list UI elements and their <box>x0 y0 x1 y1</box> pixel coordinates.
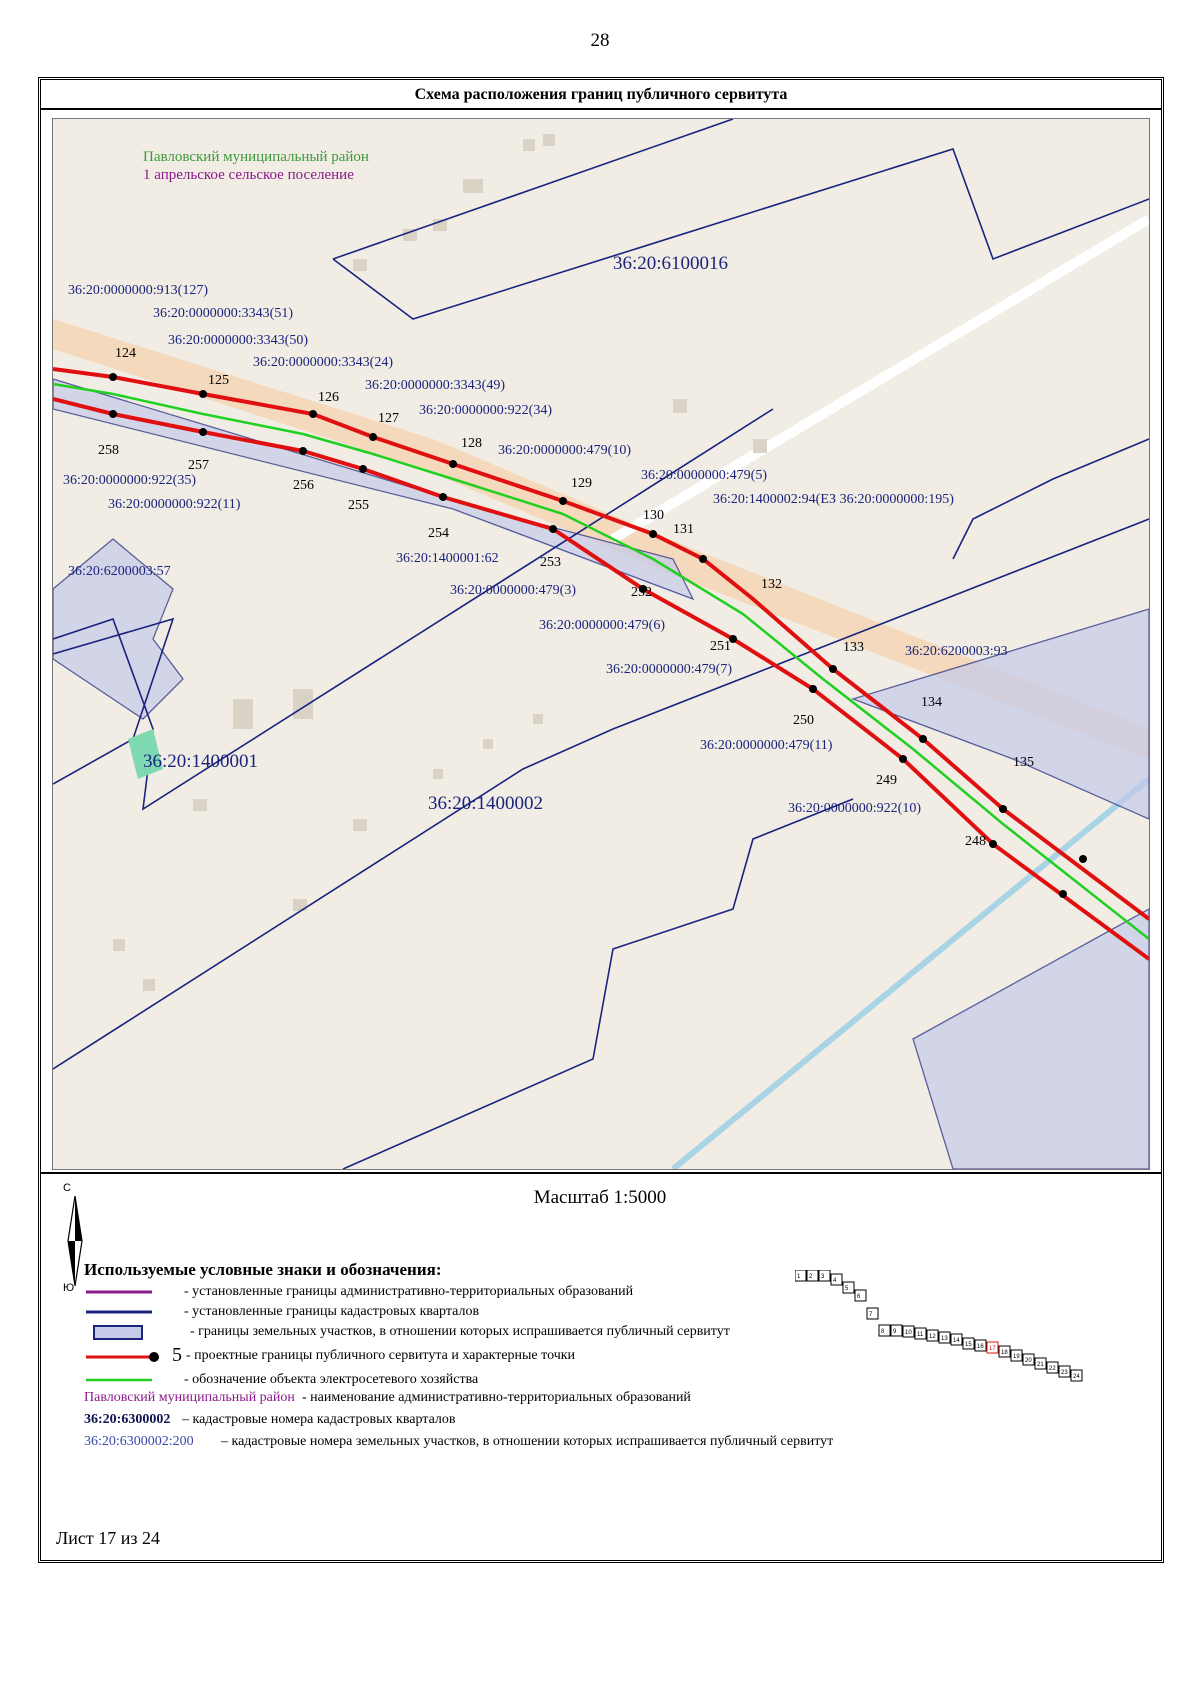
point-label: 134 <box>921 695 942 710</box>
legend-title: Используемые условные знаки и обозначения: <box>84 1260 442 1279</box>
sheet-box-label: 8 <box>881 1329 885 1335</box>
point-label: 255 <box>348 498 369 513</box>
point-label: 135 <box>1013 755 1034 770</box>
sheet-box-label: 15 <box>965 1342 972 1348</box>
parcel-label: 36:20:0000000:922(34) <box>419 403 552 418</box>
admin-label-district: Павловский муниципальный район <box>143 149 369 165</box>
cadastral-map[interactable] <box>52 118 1150 1170</box>
point-label: 251 <box>710 639 731 654</box>
point-label: 130 <box>643 508 664 523</box>
page-number: 28 <box>590 30 610 51</box>
sheet-box-label: 21 <box>1037 1362 1044 1368</box>
sheet-box-label: 13 <box>941 1336 948 1342</box>
parcel-label: 36:20:0000000:3343(51) <box>153 306 293 321</box>
parcel-label: 36:20:0000000:922(35) <box>63 473 196 488</box>
sheet-box-label: 6 <box>857 1294 861 1300</box>
parcel-label: 36:20:6200003:57 <box>68 564 171 579</box>
legend-separator <box>41 1172 1161 1174</box>
point-label: 250 <box>793 713 814 728</box>
power-line-swatch <box>84 1372 154 1388</box>
legend-item-admin: - установленные границы административно-территориальных образований <box>84 1284 884 1306</box>
legend-item-quarter-number: 36:20:6300002 – кадастровые номера кадастровых кварталов <box>84 1412 456 1427</box>
admin-line-swatch <box>84 1284 154 1300</box>
parcel-label: 36:20:0000000:479(7) <box>606 662 732 677</box>
legend-item-power: - обозначение объекта электросетевого хозяйства <box>84 1372 884 1394</box>
point-label: 133 <box>843 640 864 655</box>
legend-item-parcel: - границы земельных участков, в отношении которых испрашивается публичный сервитут <box>84 1324 884 1346</box>
parcel-label: 36:20:1400001:62 <box>396 551 499 566</box>
point-label: 126 <box>318 390 339 405</box>
sheet-box-label: 19 <box>1013 1354 1020 1360</box>
parcel-label: 36:20:1400002:94(ЕЗ 36:20:0000000:195) <box>713 492 954 507</box>
legend-item-parcel-number: 36:20:6300002:200 – кадастровые номера земельных участков, в отношении которых испрашивается публичный сервитут <box>84 1434 834 1449</box>
quarter-label: 36:20:1400002 <box>428 793 544 814</box>
sheet-box-label: 23 <box>1061 1370 1068 1376</box>
parcel-label: 36:20:0000000:479(3) <box>450 583 576 598</box>
point-label: 257 <box>188 458 209 473</box>
sheet-box-label: 3 <box>821 1274 825 1280</box>
sheet-key-map <box>795 1270 1135 1410</box>
point-label: 129 <box>571 476 592 491</box>
sheet-box-label: 14 <box>953 1338 960 1344</box>
parcel-label: 36:20:0000000:3343(49) <box>365 378 505 393</box>
parcel-swatch <box>84 1324 154 1342</box>
parcel-label: 36:20:0000000:479(10) <box>498 443 631 458</box>
sheet-box-label: 22 <box>1049 1366 1056 1372</box>
legend-item-admin-name: Павловский муниципальный район - наименование административно-территориальных образований <box>84 1390 691 1405</box>
sheet-box-label: 1 <box>797 1274 801 1280</box>
sheet-box-label: 17 <box>989 1346 996 1352</box>
sheet-box-label: 18 <box>1001 1350 1008 1356</box>
servitude-line-swatch <box>84 1348 164 1366</box>
parcel-label: 36:20:0000000:479(11) <box>700 738 833 753</box>
sheet-box-label: 5 <box>845 1286 849 1292</box>
legend-point-number: 5 <box>172 1344 182 1366</box>
sheet-box-label: 11 <box>917 1332 924 1338</box>
point-label: 258 <box>98 443 119 458</box>
admin-label-settlement: 1 апрельское сельское поселение <box>143 167 354 183</box>
parcel-label: 36:20:0000000:3343(24) <box>253 355 393 370</box>
scheme-title: Схема расположения границ публичного сервитута <box>41 80 1161 110</box>
quarter-label: 36:20:1400001 <box>143 751 259 772</box>
sheet-number: Лист 17 из 24 <box>56 1528 160 1548</box>
point-label: 127 <box>378 411 399 426</box>
quarter-line-swatch <box>84 1304 154 1320</box>
parcel-label: 36:20:0000000:479(5) <box>641 468 767 483</box>
point-label: 252 <box>631 585 652 600</box>
point-label: 128 <box>461 436 482 451</box>
legend-item-servitude: 5 - проектные границы публичного сервитута и характерные точки <box>84 1348 884 1370</box>
sheet-box-label: 4 <box>833 1278 837 1284</box>
point-label: 125 <box>208 373 229 388</box>
quarter-label: 36:20:6100016 <box>613 253 729 274</box>
parcel-label: 36:20:0000000:922(10) <box>788 801 921 816</box>
sheet-box-label: 2 <box>809 1274 813 1280</box>
parcel-label: 36:20:0000000:922(11) <box>108 497 241 512</box>
parcel-label: 36:20:0000000:479(6) <box>539 618 665 633</box>
sheet-box-label: 9 <box>893 1329 897 1335</box>
point-label: 131 <box>673 522 694 537</box>
sheet-box-label: 24 <box>1073 1374 1080 1380</box>
point-label: 124 <box>115 346 136 361</box>
point-label: 253 <box>540 555 561 570</box>
sheet-box-label: 20 <box>1025 1358 1032 1364</box>
legend-item-quarter: - установленные границы кадастровых кварталов <box>84 1304 884 1326</box>
parcel-label: 36:20:0000000:913(127) <box>68 283 208 298</box>
sheet-box-label: 7 <box>869 1312 873 1318</box>
parcel-label: 36:20:6200003:93 <box>905 644 1008 659</box>
compass-south: Ю <box>63 1282 75 1294</box>
point-label: 249 <box>876 773 897 788</box>
point-label: 132 <box>761 577 782 592</box>
point-label: 256 <box>293 478 314 493</box>
compass-north: С <box>63 1182 71 1194</box>
point-label: 248 <box>965 834 986 849</box>
parcel-label: 36:20:0000000:3343(50) <box>168 333 308 348</box>
sheet-box-label: 12 <box>929 1334 936 1340</box>
sheet-box-label: 10 <box>905 1330 912 1336</box>
sheet-box-label: 16 <box>977 1344 984 1350</box>
scale-label: Масштаб 1:5000 <box>533 1187 667 1208</box>
point-label: 254 <box>428 526 449 541</box>
